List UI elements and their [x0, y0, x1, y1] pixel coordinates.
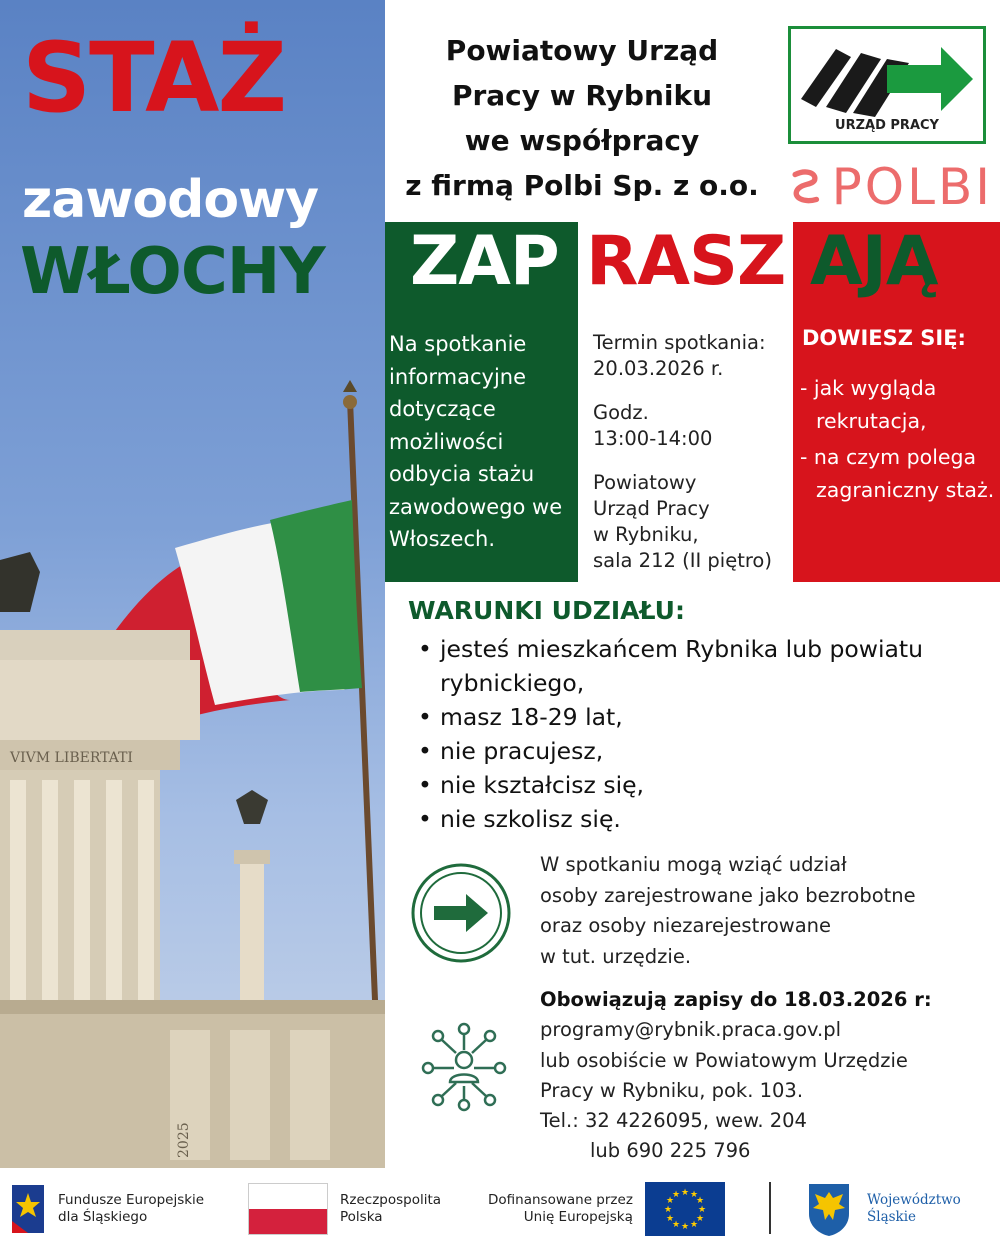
header-line: we współpracy	[464, 124, 700, 157]
footer-divider	[769, 1182, 771, 1234]
svg-text:★: ★	[665, 1196, 674, 1206]
eligibility-line: osoby zarejestrowane jako bezrobotne	[540, 883, 916, 907]
ue-line: Unię Europejską	[523, 1209, 633, 1225]
svg-text:★: ★	[695, 1214, 704, 1224]
carved-year: 2025	[176, 1122, 192, 1158]
svg-text:★: ★	[697, 1205, 706, 1215]
time-value: 13:00-14:00	[593, 427, 713, 450]
header-line: Pracy w Rybniku	[451, 79, 713, 112]
polbi-logo	[788, 160, 993, 214]
condition-item: • nie pracujesz,	[418, 734, 978, 768]
svg-text:★: ★	[671, 1190, 680, 1200]
place-line: Powiatowy	[593, 471, 697, 494]
people-network-icon	[416, 1020, 512, 1116]
organizer-header	[392, 28, 772, 208]
registration-phone: Tel.: 32 4226095, wew. 204	[540, 1109, 807, 1133]
rp-line: Polska	[340, 1209, 383, 1225]
eligibility-text	[540, 850, 980, 972]
svg-text:★: ★	[671, 1220, 680, 1230]
arrow-right-circle-icon	[410, 862, 512, 964]
learn-heading: DOWIESZ SIĘ:	[802, 326, 966, 350]
svg-text:VIVM LIBERTATI: VIVM LIBERTATI	[10, 750, 133, 766]
learn-list	[800, 372, 996, 510]
svg-text:★: ★	[689, 1190, 698, 1200]
learn-item: - na czym polega zagraniczny staż.	[800, 445, 995, 502]
title-zawodowy: zawodowy	[22, 170, 319, 230]
svg-text:★: ★	[689, 1220, 698, 1230]
conditions-list	[418, 632, 978, 836]
invite-part-zap: ZAP	[410, 222, 559, 301]
place-line: sala 212 (II piętro)	[593, 549, 772, 572]
svg-text:★: ★	[680, 1188, 689, 1198]
date-label: Termin spotkania:	[593, 331, 766, 354]
svg-text:★: ★	[695, 1196, 704, 1206]
condition-item: • masz 18-29 lat,	[418, 700, 978, 734]
eligibility-line: W spotkaniu mogą wziąć udział	[540, 853, 847, 876]
svg-text:★: ★	[680, 1222, 689, 1232]
time-label: Godz.	[593, 401, 649, 424]
registration-phone-alt: lub 690 225 796	[590, 1139, 751, 1163]
invite-part-rasz: RASZ	[586, 222, 786, 301]
eligibility-line: w tut. urzędzie.	[540, 944, 692, 968]
fe-line: Fundusze Europejskie	[58, 1192, 205, 1208]
silesian-eagle-crest-icon	[805, 1180, 853, 1238]
registration-deadline: Obowiązują zapisy do 18.03.2026 r:	[540, 988, 932, 1011]
urzad-pracy-label: URZĄD PRACY	[835, 118, 939, 133]
conditions-heading: WARUNKI UDZIAŁU:	[408, 596, 685, 625]
svg-text:★: ★	[663, 1205, 672, 1215]
meeting-description: Na spotkanie informacyjne dotyczące możliwości odbycia stażu zawodowego we Włoszech.	[389, 332, 563, 551]
wojewodztwo-slaskie-logo	[805, 1168, 961, 1250]
place-line: w Rybniku,	[593, 523, 699, 546]
title-staz: STAŻ	[22, 22, 286, 134]
fe-star-icon	[8, 1181, 48, 1237]
eu-flag-icon	[645, 1182, 725, 1236]
fe-line: dla Śląskiego	[58, 1209, 148, 1225]
funding-footer	[0, 1168, 1000, 1250]
condition-item: • nie kształcisz się,	[418, 768, 978, 802]
ue-line: Dofinansowane przez	[488, 1192, 633, 1208]
registration-line: Pracy w Rybniku, pok. 103.	[540, 1078, 804, 1102]
fundusze-europejskie-logo	[8, 1168, 204, 1250]
place-line: Urząd Pracy	[593, 497, 710, 520]
header-line: z firmą Polbi Sp. z o.o.	[405, 169, 759, 202]
rp-line: Rzeczpospolita	[340, 1192, 442, 1208]
eu-cofunding-logo	[488, 1168, 725, 1250]
condition-item: • jesteś mieszkańcem Rybnika lub powiatu rybnickiego,	[418, 632, 978, 700]
meeting-details	[593, 330, 793, 592]
eligibility-line: oraz osoby niezarejestrowane	[540, 914, 832, 937]
polbi-wordmark: POLBI	[831, 158, 993, 216]
header-line: Powiatowy Urząd	[445, 34, 719, 67]
registration-info	[540, 985, 990, 1167]
registration-email[interactable]: programy@rybnik.praca.gov.pl	[540, 1018, 842, 1042]
polish-flag-icon	[248, 1183, 328, 1235]
rzeczpospolita-polska-logo	[248, 1168, 441, 1250]
svg-text:★: ★	[665, 1214, 674, 1224]
sl-line: Śląskie	[867, 1209, 917, 1225]
condition-item: • nie szkolisz się.	[418, 802, 978, 836]
urzad-pracy-arrow-icon	[791, 29, 983, 119]
polbi-mark-icon	[788, 165, 824, 209]
title-wlochy: WŁOCHY	[20, 235, 325, 309]
invite-part-aja: AJĄ	[810, 222, 938, 301]
date-value: 20.03.2026 r.	[593, 357, 724, 380]
sl-line: Województwo	[867, 1192, 961, 1208]
registration-line: lub osobiście w Powiatowym Urzędzie	[540, 1048, 908, 1072]
learn-item: - jak wygląda rekrutacja,	[800, 376, 937, 433]
hero-photo-panel	[0, 0, 385, 1168]
urzad-pracy-logo	[788, 26, 986, 144]
